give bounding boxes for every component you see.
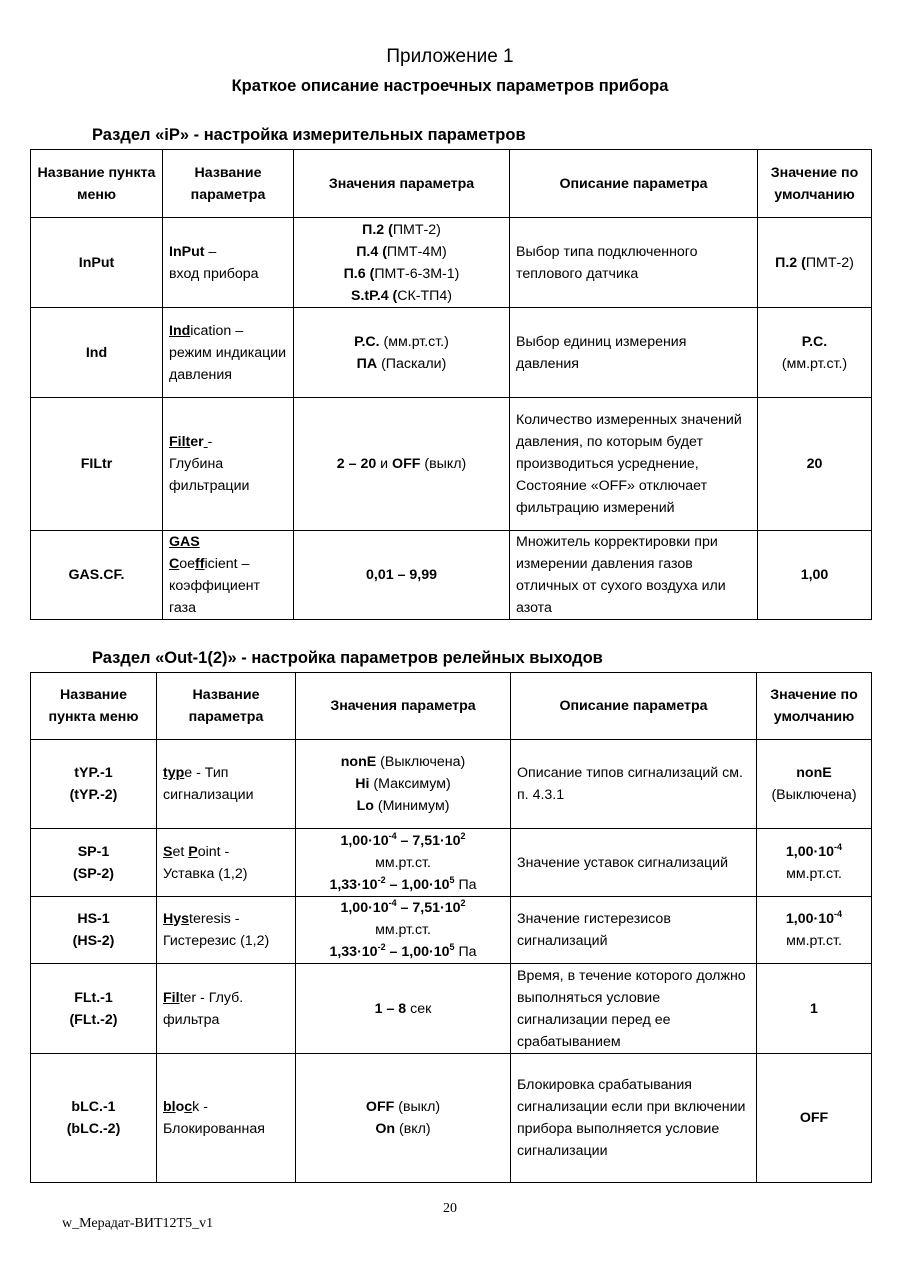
menu-item-cell: GAS.CF.	[31, 531, 163, 620]
default-value-cell: 1	[757, 964, 872, 1054]
menu-item-cell: bLC.-1 (bLC.-2)	[31, 1054, 157, 1183]
appendix-heading: Приложение 1	[386, 46, 514, 67]
table-row	[31, 964, 872, 1054]
default-value-cell: $1,00\cdot 10^{-4}$ мм.рт.ст.	[757, 829, 872, 897]
column-header: Значения параметра	[296, 673, 511, 740]
column-header: Название пункта меню	[31, 150, 163, 218]
table-header-row	[31, 673, 872, 740]
parameter-values-cell: 2 – 20 и OFF (выкл)	[294, 398, 510, 531]
column-header: Значения параметра	[294, 150, 510, 218]
column-header: Описание параметра	[510, 150, 758, 218]
section-out-title: Раздел «Out-1(2)» - настройка параметров релейных выходов	[92, 649, 603, 667]
table-row	[31, 218, 872, 308]
description-cell: Множитель корректировки при измерении давления газов отличных от сухого воздуха или азота	[510, 531, 758, 620]
menu-item-cell: Ind	[31, 308, 163, 398]
column-header: Значение по умолчанию	[758, 150, 872, 218]
parameter-name-cell: Set Point - Уставка (1,2)	[157, 829, 296, 897]
table-row	[31, 897, 872, 964]
parameter-name-cell: Filter - Глубина фильтрации	[163, 398, 294, 531]
document-title: Краткое описание настроечных параметров прибора	[231, 77, 669, 95]
parameter-values-cell: OFF (выкл) On (вкл)	[296, 1054, 511, 1183]
menu-item-cell: SP-1 (SP-2)	[31, 829, 157, 897]
description-cell: Выбор типа подключенного теплового датчика	[510, 218, 758, 308]
parameter-name-cell: Filter - Глуб. фильтра	[157, 964, 296, 1054]
description-cell: Блокировка срабатывания сигнализации если при включении прибора выполняется условие сигнализации	[511, 1054, 757, 1183]
table-row	[31, 308, 872, 398]
column-header: Название пункта меню	[31, 673, 157, 740]
page-number: 20	[443, 1201, 457, 1216]
description-cell: Значение уставок сигнализаций	[511, 829, 757, 897]
menu-item-cell: FILtr	[31, 398, 163, 531]
column-header: Описание параметра	[511, 673, 757, 740]
table-row	[31, 740, 872, 829]
menu-item-cell: tYP.-1 (tYP.-2)	[31, 740, 157, 829]
parameter-values-cell: 1 – 8 сек	[296, 964, 511, 1054]
parameter-name-cell: type - Тип сигнализации	[157, 740, 296, 829]
menu-item-cell: HS-1 (HS-2)	[31, 897, 157, 964]
default-value-cell: П.2 (ПМТ-2)	[758, 218, 872, 308]
parameter-name-cell: InPut – вход прибора	[163, 218, 294, 308]
description-cell: Описание типов сигнализаций см. п. 4.3.1	[511, 740, 757, 829]
description-cell: Время, в течение которого должно выполняться условие сигнализации перед ее срабатыванием	[511, 964, 757, 1054]
table-header-row	[31, 150, 872, 218]
section-ip-table	[30, 149, 872, 620]
table-row	[31, 531, 872, 620]
parameter-values-cell: Р.С. (мм.рт.ст.) ПА (Паскали)	[294, 308, 510, 398]
document-code: w_Мерадат-ВИТ12Т5_v1	[62, 1216, 214, 1231]
parameter-name-cell: Hysteresis - Гистерезис (1,2)	[157, 897, 296, 964]
table-row	[31, 1054, 872, 1183]
default-value-cell: Р.С. (мм.рт.ст.)	[758, 308, 872, 398]
table-row	[31, 829, 872, 897]
table-row	[31, 398, 872, 531]
menu-item-cell: InPut	[31, 218, 163, 308]
description-cell: Количество измеренных значений давления, по которым будет производиться усреднение, Состояние «OFF» отключает фильтрацию измерений	[510, 398, 758, 531]
default-value-cell: OFF	[757, 1054, 872, 1183]
menu-item-cell: FLt.-1 (FLt.-2)	[31, 964, 157, 1054]
section-out-table	[30, 672, 872, 1183]
parameter-values-cell: nonE (Выключена) Hi (Максимум) Lo (Минимум)	[296, 740, 511, 829]
parameter-name-cell: GAS Coefficient – коэффициент газа	[163, 531, 294, 620]
section-ip-title: Раздел «iP» - настройка измерительных параметров	[92, 126, 526, 144]
column-header: Значение по умолчанию	[757, 673, 872, 740]
column-header: Название параметра	[157, 673, 296, 740]
default-value-cell: nonE (Выключена)	[757, 740, 872, 829]
parameter-values-cell: П.2 (ПМТ-2) П.4 (ПМТ-4М) П.6 (ПМТ-6-3М-1) S.tP.4 (СК-ТП4)	[294, 218, 510, 308]
parameter-name-cell: block - Блокированная	[157, 1054, 296, 1183]
description-cell: Выбор единиц измерения давления	[510, 308, 758, 398]
column-header: Название параметра	[163, 150, 294, 218]
parameter-name-cell: Indication – режим индикации давления	[163, 308, 294, 398]
parameter-values-cell: $1,00\cdot 10^{-4} - 7,51\cdot 10^2$ мм.рт.ст. $1,33\cdot 10^{-2} - 1,00\cdot 10^5$ Па	[296, 829, 511, 897]
default-value-cell: 20	[758, 398, 872, 531]
parameter-values-cell: 0,01 – 9,99	[294, 531, 510, 620]
description-cell: Значение гистерезисов сигнализаций	[511, 897, 757, 964]
parameter-values-cell: $1,00\cdot 10^{-4} - 7,51\cdot 10^2$ мм.рт.ст. $1,33\cdot 10^{-2} - 1,00\cdot 10^5$ Па	[296, 897, 511, 964]
default-value-cell: 1,00	[758, 531, 872, 620]
default-value-cell: $1,00\cdot 10^{-4}$ мм.рт.ст.	[757, 897, 872, 964]
